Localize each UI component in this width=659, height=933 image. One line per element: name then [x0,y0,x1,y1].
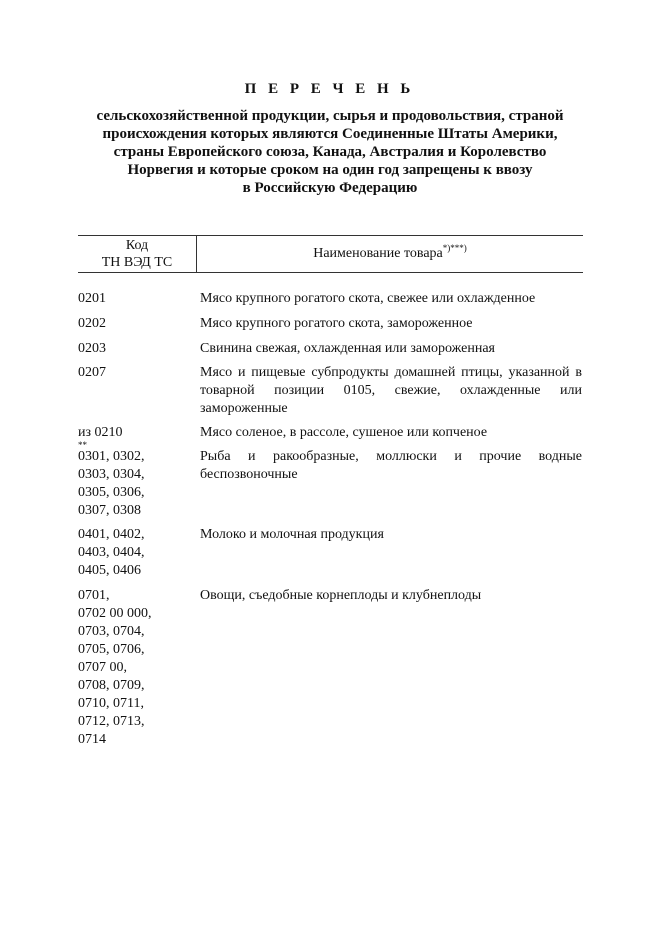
subtitle-line: происхождения которых являются Соединенные Штаты Америки, [102,126,558,142]
row-name: Мясо соленое, в рассоле, сушеное или копченое [200,425,488,440]
row-code [78,290,196,308]
row-code [78,364,196,382]
table-header [78,235,583,273]
row-name: Рыба и ракообразные, моллюски и прочие водные беспозвоночные [200,449,582,482]
row-code [78,315,196,333]
code-line: 0305, 0306, [78,485,145,500]
row-name: Мясо крупного рогатого скота, замороженное [200,316,473,331]
code-text: из 0210 [78,425,123,440]
code-line: 0705, 0706, [78,642,145,657]
code-column-header [78,236,197,273]
code-line: 0702 00 000, [78,606,152,621]
row-code [78,587,196,749]
code-line: 0201 [78,291,106,306]
code-line: 0712, 0713, [78,714,145,729]
code-footnote: ** [78,440,87,450]
code-line: 0707 00, [78,660,127,675]
code-line: 0703, 0704, [78,624,145,639]
row-name: Мясо и пищевые субпродукты домашней птицы, указанной в товарной позиции 0105, свежие, охлажденные или замороженные [200,365,582,416]
code-line: 0307, 0308 [78,503,141,518]
code-line: 0701, [78,588,110,603]
code-line: 0207 [78,365,106,380]
code-line: 0708, 0709, [78,678,145,693]
document-subtitle [60,107,600,197]
name-header-label: Наименование товара [313,246,443,261]
code-line: 0301, 0302, [78,449,145,464]
code-header-line: ТН ВЭД ТС [101,255,173,270]
code-line: 0303, 0304, [78,467,145,482]
row-name: Овощи, съедобные корнеплоды и клубнеплоды [200,588,482,603]
code-line: 0401, 0402, [78,527,145,542]
subtitle-line: в Российскую Федерацию [242,180,418,196]
subtitle-line: страны Европейского союза, Канада, Австралия и Королевство [113,144,547,160]
row-code [78,340,196,358]
document-title: П Е Р Е Ч Е Н Ь [244,81,415,97]
name-column-header [197,236,583,272]
row-name: Свинина свежая, охлажденная или замороженная [200,341,495,356]
code-line: 0714 [78,732,106,747]
name-header-footnote: *)***) [442,243,467,253]
code-line: 0403, 0404, [78,545,145,560]
row-code [78,526,196,580]
row-code [78,448,196,520]
row-name: Молоко и молочная продукция [200,527,384,542]
row-name: Мясо крупного рогатого скота, свежее или охлажденное [200,291,536,306]
code-line: 0203 [78,341,106,356]
code-line: 0405, 0406 [78,563,141,578]
subtitle-line: Норвегия и которые сроком на один год запрещены к ввозу [127,162,533,178]
code-header-line: Код [125,238,149,253]
subtitle-line: сельскохозяйственной продукции, сырья и продовольствия, страной [96,108,564,124]
code-line: 0710, 0711, [78,696,144,711]
code-line: 0202 [78,316,106,331]
